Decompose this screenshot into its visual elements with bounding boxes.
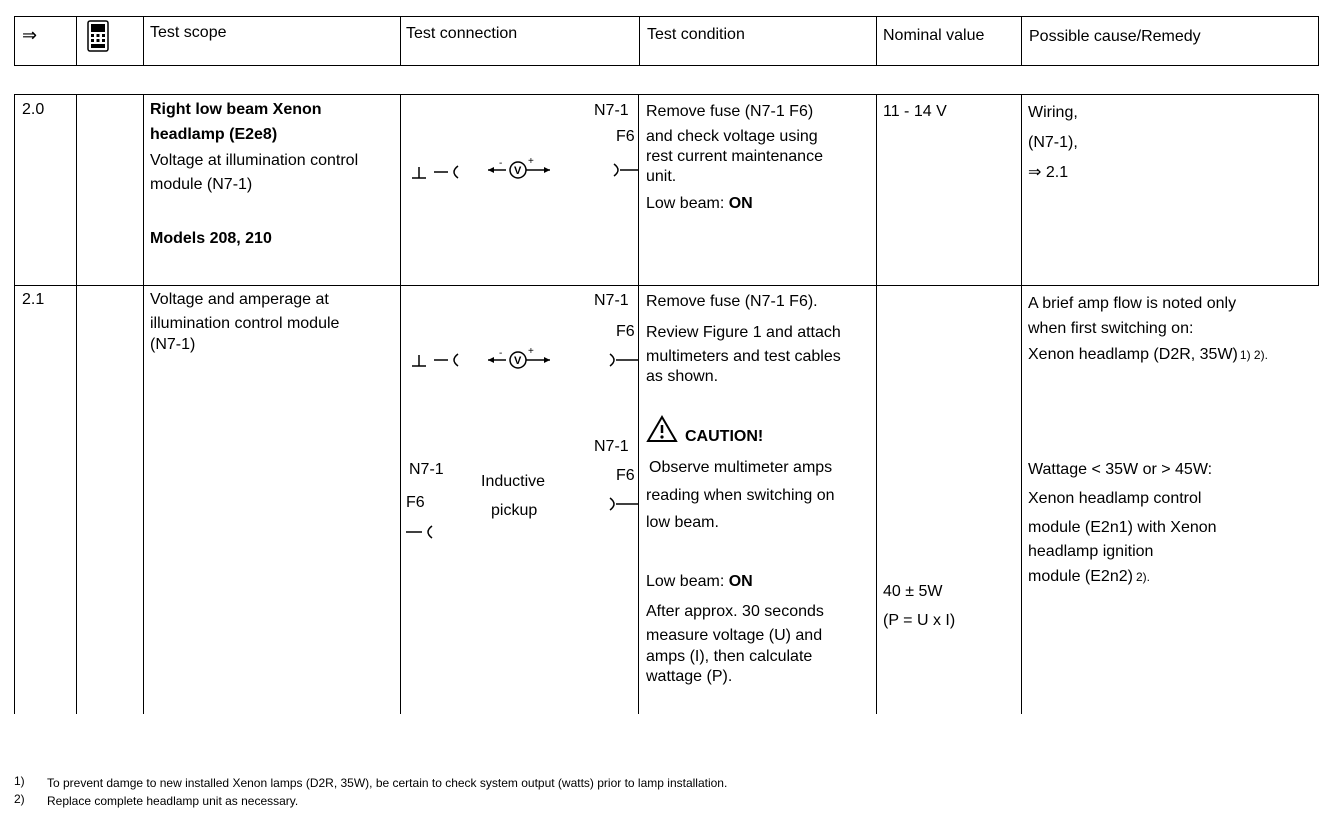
cause-link: ⇒ 2.1 — [1028, 164, 1069, 181]
column-divider — [400, 94, 401, 714]
cause-text — [1028, 566, 1150, 588]
cause-text: module (E2n1) with Xenon — [1028, 519, 1217, 536]
scope-desc: Voltage at illumination control — [150, 152, 359, 169]
cause-text: headlamp ignition — [1028, 543, 1154, 560]
condition-text: Review Figure 1 and attach — [646, 324, 841, 341]
column-divider — [1021, 94, 1022, 714]
condition-low-beam — [646, 571, 753, 593]
condition-low-beam-state: ON — [728, 573, 753, 590]
svg-text:+: + — [528, 156, 534, 167]
cause-text: (N7-1), — [1028, 134, 1078, 151]
connection-label: N7-1 — [594, 102, 629, 119]
column-divider — [876, 94, 877, 714]
pickup-label: Inductive — [481, 473, 546, 490]
header-test-condition: Test condition — [647, 26, 745, 43]
condition-low-beam-label: Low beam: — [646, 573, 729, 590]
connection-label: F6 — [616, 467, 635, 484]
connection-label: N7-1 — [594, 438, 629, 455]
column-divider — [1318, 94, 1319, 286]
scope-desc: (N7-1) — [150, 336, 196, 353]
condition-text: wattage (P). — [646, 668, 733, 685]
svg-text:+: + — [528, 346, 534, 357]
models-label: Models 208, 210 — [150, 230, 272, 247]
column-divider — [14, 94, 15, 714]
clamp-connector-icon — [404, 522, 438, 547]
condition-low-beam-state: ON — [728, 195, 753, 212]
fuse-connector-icon — [606, 350, 638, 375]
footnote-text: Replace complete headlamp unit as necessary. — [47, 794, 299, 808]
cause-text: Wattage < 35W or > 45W: — [1028, 461, 1213, 478]
ground-connector-icon — [406, 162, 466, 187]
condition-text: multimeters and test cables — [646, 348, 841, 365]
condition-text: Observe multimeter amps — [649, 459, 833, 476]
condition-text: as shown. — [646, 368, 719, 385]
scope-desc: module (N7-1) — [150, 176, 253, 193]
nominal-formula: (P = U x I) — [883, 612, 956, 629]
nominal-value: 40 ± 5W — [883, 583, 943, 600]
header-arrow: ⇒ — [22, 25, 38, 45]
condition-text: reading when switching on — [646, 487, 835, 504]
svg-text:V: V — [514, 165, 522, 177]
condition-text: Remove fuse (N7-1 F6) — [646, 103, 814, 120]
connection-label: N7-1 — [594, 292, 629, 309]
connection-label: N7-1 — [409, 461, 444, 478]
cause-text: Xenon headlamp control — [1028, 490, 1202, 507]
step-number: 2.1 — [22, 291, 45, 308]
header-divider — [1318, 16, 1319, 66]
scope-desc: Voltage and amperage at — [150, 291, 329, 308]
condition-text: unit. — [646, 168, 677, 185]
condition-text: rest current maintenance — [646, 148, 823, 165]
tester-device-icon — [86, 20, 110, 52]
footnote-ref: 2). — [1135, 570, 1150, 584]
warning-triangle-icon — [646, 415, 678, 448]
condition-low-beam — [646, 193, 753, 215]
condition-text: and check voltage using — [646, 128, 818, 145]
header-divider — [400, 16, 401, 66]
column-divider — [76, 94, 77, 714]
step-number: 2.0 — [22, 101, 45, 118]
header-divider — [14, 16, 15, 66]
connection-label: F6 — [616, 323, 635, 340]
footnote-text: To prevent damge to new installed Xenon lamps (D2R, 35W), be certain to check system output (watts) prior to lamp installation. — [47, 776, 728, 790]
header-cause-remedy: Possible cause/Remedy — [1029, 28, 1201, 45]
header-divider — [143, 16, 144, 66]
header-test-scope: Test scope — [150, 24, 227, 41]
caution-label: CAUTION! — [685, 428, 764, 445]
cause-text: Wiring, — [1028, 104, 1078, 121]
footnote-number: 2) — [14, 792, 25, 806]
fuse-connector-icon — [610, 160, 638, 185]
scope-title: headlamp (E2e8) — [150, 126, 278, 143]
header-bottom-border — [14, 65, 1319, 66]
voltmeter-icon — [486, 346, 556, 377]
cause-text-main: Xenon headlamp (D2R, 35W) — [1028, 346, 1238, 363]
header-divider — [76, 16, 77, 66]
header-divider — [876, 16, 877, 66]
svg-text:-: - — [499, 158, 503, 169]
cause-text: A brief amp flow is noted only — [1028, 295, 1237, 312]
cause-text — [1028, 344, 1268, 366]
row-border — [14, 94, 1319, 95]
condition-text: After approx. 30 seconds — [646, 603, 824, 620]
header-nominal-value: Nominal value — [883, 27, 985, 44]
voltmeter-icon — [486, 156, 556, 187]
scope-title: Right low beam Xenon — [150, 101, 322, 118]
column-divider — [638, 94, 639, 714]
header-top-border — [14, 16, 1319, 17]
condition-text: amps (I), then calculate — [646, 648, 813, 665]
ground-connector-icon — [406, 350, 466, 375]
row-border — [14, 285, 1319, 286]
svg-text:V: V — [514, 355, 522, 367]
header-divider — [639, 16, 640, 66]
scope-desc: illumination control module — [150, 315, 340, 332]
pickup-label: pickup — [491, 502, 538, 519]
connection-label: F6 — [406, 494, 425, 511]
column-divider — [143, 94, 144, 714]
condition-text: Remove fuse (N7-1 F6). — [646, 293, 818, 310]
condition-text: low beam. — [646, 514, 719, 531]
fuse-connector-icon — [606, 494, 638, 519]
footnote-number: 1) — [14, 774, 25, 788]
cause-text-main: module (E2n2) — [1028, 568, 1133, 585]
condition-text: measure voltage (U) and — [646, 627, 823, 644]
svg-text:-: - — [499, 348, 503, 359]
connection-label: F6 — [616, 128, 635, 145]
nominal-value: 11 - 14 V — [883, 103, 947, 120]
header-divider — [1021, 16, 1022, 66]
footnote-ref: 1) 2). — [1239, 348, 1268, 362]
cause-text: when first switching on: — [1028, 320, 1194, 337]
condition-low-beam-label: Low beam: — [646, 195, 729, 212]
header-test-connection: Test connection — [406, 25, 518, 42]
